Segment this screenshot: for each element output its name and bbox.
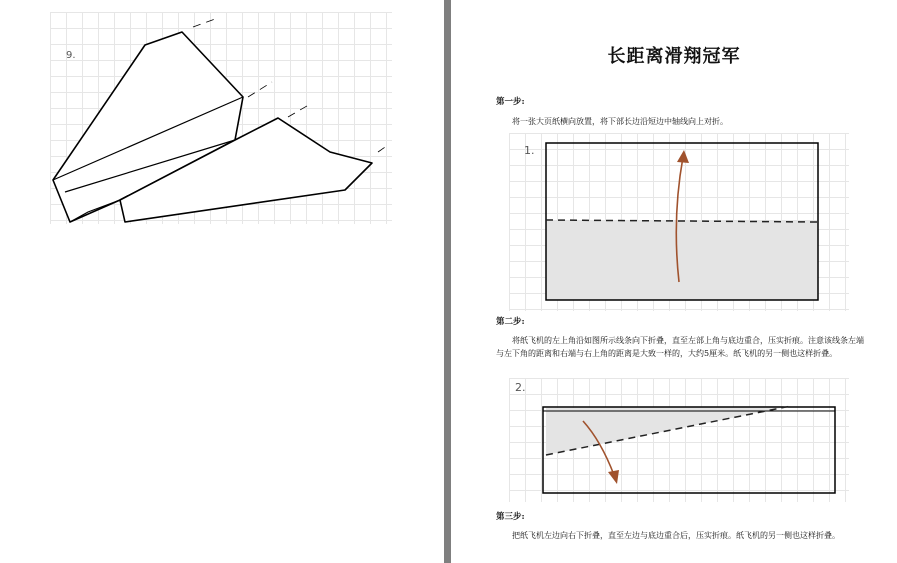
figure-label: 9. (66, 50, 76, 61)
step-2-text: 将纸飞机的左上角沿如图所示线条向下折叠，直至左部上角与底边重合，压实折痕。注意该线条左端与左下角的距离和右端与右上角的距离是大致一样的，大约5厘米。纸飞机的另一侧也这样折叠。 (496, 336, 864, 358)
left-page (0, 0, 444, 563)
fold-diagram-1 (451, 130, 897, 320)
paper-airplane-illustration (0, 0, 444, 240)
step-2-heading: 第二步: (496, 317, 525, 327)
page-divider (444, 0, 451, 563)
step-3-heading: 第三步: (496, 512, 525, 522)
page-title: 长距离滑翔冠军 (607, 46, 741, 67)
right-page (451, 0, 897, 563)
step-1-heading: 第一步: (496, 97, 525, 107)
step-1-text: 将一张大页纸横向放置，将下部长边沿短边中轴线向上对折。 (512, 117, 728, 126)
figure-1-label: 1. (524, 144, 535, 157)
step-3-text: 把纸飞机左边向右下折叠，直至左边与底边重合后，压实折痕。纸飞机的另一侧也这样折叠。 (512, 531, 840, 540)
figure-2-label: 2. (515, 381, 526, 394)
fold-diagram-2 (451, 375, 897, 505)
